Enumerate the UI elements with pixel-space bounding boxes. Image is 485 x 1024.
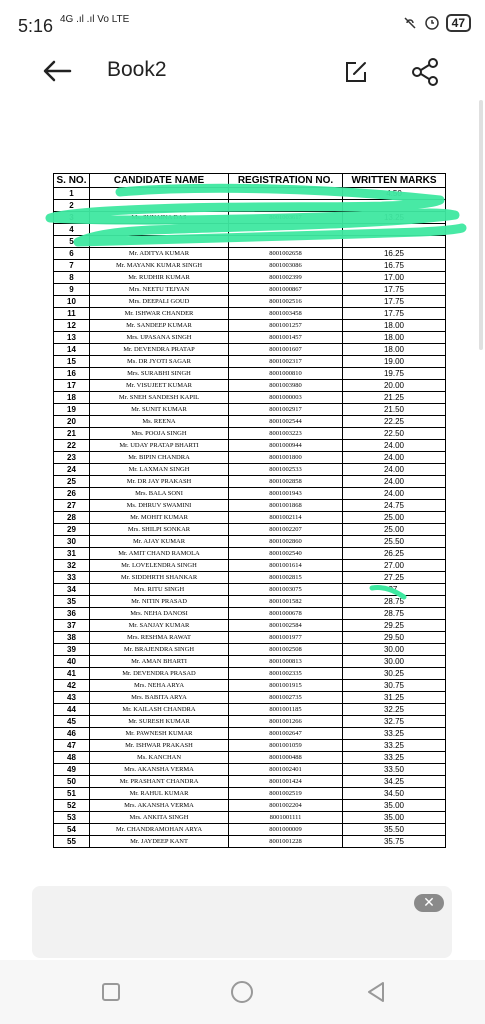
- document-title: Book2: [107, 58, 167, 81]
- cell-reg: 8001001800: [229, 452, 343, 464]
- cell-sno: 15: [54, 356, 90, 368]
- cell-marks: 25.00: [343, 524, 446, 536]
- cell-sno: 43: [54, 692, 90, 704]
- cell-reg: 8001002647: [229, 728, 343, 740]
- cell-marks: 35.00: [343, 812, 446, 824]
- cell-reg: 8001001111: [229, 812, 343, 824]
- cell-reg: 8001003458: [229, 308, 343, 320]
- cell-sno: 52: [54, 800, 90, 812]
- cell-sno: 3: [54, 212, 90, 224]
- cell-sno: 18: [54, 392, 90, 404]
- cell-marks: 33.50: [343, 764, 446, 776]
- cell-reg: 8001002533: [229, 464, 343, 476]
- cell-sno: 17: [54, 380, 90, 392]
- cell-sno: 2: [54, 200, 90, 212]
- cell-name: Ms. KANCHAN: [90, 752, 229, 764]
- cell-marks: 22.25: [343, 416, 446, 428]
- cell-marks: 21.50: [343, 404, 446, 416]
- cell-name: Mr. KAILASH CHANDRA: [90, 704, 229, 716]
- network-indicator: 4G .ıl .ıl Vo LTE: [60, 14, 130, 25]
- cell-marks: 29.50: [343, 632, 446, 644]
- cell-name: Mr. BIPIN CHANDRA: [90, 452, 229, 464]
- cell-name: Mr. VISUJEET KUMAR: [90, 380, 229, 392]
- cell-name: Mr. JAYDEEP KANT: [90, 836, 229, 848]
- cell-marks: 30.00: [343, 644, 446, 656]
- cell-reg: 8001002399: [229, 272, 343, 284]
- cell-sno: 39: [54, 644, 90, 656]
- cell-sno: 22: [54, 440, 90, 452]
- cell-sno: 31: [54, 548, 90, 560]
- cell-marks: 28.75: [343, 608, 446, 620]
- cell-sno: 6: [54, 248, 90, 260]
- cell-marks: 16.75: [343, 260, 446, 272]
- cell-marks: 25.50: [343, 536, 446, 548]
- cell-name: Ms. REENA: [90, 416, 229, 428]
- cell-name: Mr. LAXMAN SINGH: [90, 464, 229, 476]
- cell-reg: 8001000810: [229, 368, 343, 380]
- cell-reg: 8001002658: [229, 248, 343, 260]
- cell-sno: 29: [54, 524, 90, 536]
- cell-marks: 32.25: [343, 704, 446, 716]
- cell-sno: 36: [54, 608, 90, 620]
- cell-marks: 18.00: [343, 344, 446, 356]
- cell-marks: 27.25: [343, 572, 446, 584]
- cell-marks: 21.25: [343, 392, 446, 404]
- cell-sno: 21: [54, 428, 90, 440]
- cell-name: Mr. RAHUL KUMAR: [90, 788, 229, 800]
- cell-reg: 8001000488: [229, 752, 343, 764]
- cell-name: Mrs. ANKITA SINGH: [90, 812, 229, 824]
- cell-marks: 20.00: [343, 380, 446, 392]
- cell-marks: 35.00: [343, 800, 446, 812]
- cell-sno: 28: [54, 512, 90, 524]
- cell-sno: 16: [54, 368, 90, 380]
- cell-sno: 9: [54, 284, 90, 296]
- toast-banner: [32, 886, 452, 958]
- cell-sno: 14: [54, 344, 90, 356]
- cell-reg: 8001001266: [229, 716, 343, 728]
- cell-sno: 49: [54, 764, 90, 776]
- cell-name: Mr. ISHWAR CHANDER: [90, 308, 229, 320]
- cell-marks: 31.25: [343, 692, 446, 704]
- cell-name: Mr. AJAY KUMAR: [90, 536, 229, 548]
- cell-marks: 24.00: [343, 452, 446, 464]
- cell-name: Mrs. UPASANA SINGH: [90, 332, 229, 344]
- cell-name: Mr. PRASHANT CHANDRA: [90, 776, 229, 788]
- cell-reg: 8001003223: [229, 428, 343, 440]
- cell-reg: 8001002317: [229, 356, 343, 368]
- cell-marks: 34.50: [343, 788, 446, 800]
- cell-reg: 8001001228: [229, 836, 343, 848]
- cell-sno: 26: [54, 488, 90, 500]
- cell-name: Mr. DR JAY PRAKASH: [90, 476, 229, 488]
- cell-reg: 8001002815: [229, 572, 343, 584]
- cell-sno: 38: [54, 632, 90, 644]
- cell-marks: 22.50: [343, 428, 446, 440]
- cell-name: Mrs. NEHA ARYA: [90, 680, 229, 692]
- cell-sno: 48: [54, 752, 90, 764]
- cell-sno: 19: [54, 404, 90, 416]
- cell-sno: 44: [54, 704, 90, 716]
- cell-sno: 53: [54, 812, 90, 824]
- cell-marks: 17.75: [343, 284, 446, 296]
- cell-name: Ms. SUNAINA DAS: [90, 212, 229, 224]
- cell-sno: 41: [54, 668, 90, 680]
- recent-apps-button[interactable]: [91, 976, 131, 1008]
- cell-reg: 8001000944: [229, 440, 343, 452]
- cell-marks: 30.25: [343, 668, 446, 680]
- square-icon: [101, 982, 121, 1002]
- cell-sno: 32: [54, 560, 90, 572]
- cell-sno: 25: [54, 476, 90, 488]
- cell-reg: 8001002544: [229, 416, 343, 428]
- cell-marks: 24.75: [343, 500, 446, 512]
- cell-sno: 34: [54, 584, 90, 596]
- cell-sno: 40: [54, 656, 90, 668]
- cell-reg: 8001001915: [229, 680, 343, 692]
- cell-marks: 4.50: [343, 188, 446, 200]
- cell-name: Mrs. SURABHI SINGH: [90, 368, 229, 380]
- cell-sno: 13: [54, 332, 90, 344]
- cell-reg: 8001001607: [229, 344, 343, 356]
- cell-sno: 4: [54, 224, 90, 236]
- cell-marks: 16.25: [343, 248, 446, 260]
- cell-name: Mrs. NEHA DANOSI: [90, 608, 229, 620]
- cell-reg: 8001003075: [229, 584, 343, 596]
- cell-reg: 8001002584: [229, 620, 343, 632]
- cell-reg: 8001002335: [229, 668, 343, 680]
- cell-name: Mr. AMAN BHARTI: [90, 656, 229, 668]
- cell-reg: 8001000003: [229, 392, 343, 404]
- header-written-marks: WRITTEN MARKS: [343, 174, 446, 188]
- cell-name: Mr. MAYANK KUMAR SINGH: [90, 260, 229, 272]
- system-nav-bar: [0, 960, 485, 1024]
- cell-reg: 8001000813: [229, 656, 343, 668]
- header-candidate-name: CANDIDATE NAME: [90, 174, 229, 188]
- cell-reg: 8001001185: [229, 704, 343, 716]
- cell-marks: 19.75: [343, 368, 446, 380]
- cell-sno: 12: [54, 320, 90, 332]
- cell-reg: 8001002540: [229, 548, 343, 560]
- battery-indicator: 47: [446, 14, 471, 32]
- cell-marks: 24.00: [343, 464, 446, 476]
- cell-name: Mr. MOHIT KUMAR: [90, 512, 229, 524]
- cell-reg: 8001002860: [229, 536, 343, 548]
- cell-name: Mr. SIDDHRTH SHANKAR: [90, 572, 229, 584]
- cell-reg: 8001001868: [229, 500, 343, 512]
- cell-marks: 34.25: [343, 776, 446, 788]
- cell-reg: 8001001424: [229, 776, 343, 788]
- cell-reg: 8001003617: [229, 212, 343, 224]
- toast-close-button[interactable]: [414, 894, 444, 912]
- cell-sno: 20: [54, 416, 90, 428]
- cell-name: Mr. DEVENDRA PRASAD: [90, 668, 229, 680]
- cell-marks: 27.: [343, 584, 446, 596]
- cell-marks: 24.00: [343, 488, 446, 500]
- cell-reg: 8001002204: [229, 800, 343, 812]
- cell-sno: 10: [54, 296, 90, 308]
- cell-marks: 28.75: [343, 596, 446, 608]
- cell-reg: 8001002519: [229, 788, 343, 800]
- cell-name: Mrs. SHILPI SONKAR: [90, 524, 229, 536]
- close-icon: ✕: [423, 895, 435, 911]
- cell-reg: 8001002114: [229, 512, 343, 524]
- nav-back-button[interactable]: [356, 976, 396, 1008]
- cell-marks: 24.00: [343, 476, 446, 488]
- circle-icon: [230, 980, 254, 1004]
- cell-marks: 29.25: [343, 620, 446, 632]
- cell-name: Mr. LOVELENDRA SINGH: [90, 560, 229, 572]
- cell-name: Mrs. POOJA SINGH: [90, 428, 229, 440]
- cell-reg: 8001001977: [229, 632, 343, 644]
- cell-reg: 8001003980: [229, 380, 343, 392]
- header-sno: S. NO.: [54, 174, 90, 188]
- cell-name: Mrs. RESHMA RAWAT: [90, 632, 229, 644]
- cell-name: Ms. DHRUV SWAMINI: [90, 500, 229, 512]
- cell-sno: 54: [54, 824, 90, 836]
- cell-reg: 8001002917: [229, 404, 343, 416]
- cell-reg: 8001002735: [229, 692, 343, 704]
- cell-marks: 33.25: [343, 740, 446, 752]
- cell-marks: 24.00: [343, 440, 446, 452]
- status-time: 5:16: [18, 16, 54, 36]
- cell-name: Mr. SUNIT KUMAR: [90, 404, 229, 416]
- cell-reg: 8001002207: [229, 524, 343, 536]
- cell-name: Mrs. NEETU TEJYAN: [90, 284, 229, 296]
- cell-sno: 47: [54, 740, 90, 752]
- cell-marks: 17.00: [343, 272, 446, 284]
- cell-reg: 8001000867: [229, 284, 343, 296]
- cell-name: Mrs. BALA SONI: [90, 488, 229, 500]
- cell-reg: 8001002508: [229, 644, 343, 656]
- cell-marks: 13.25: [343, 212, 446, 224]
- cell-marks: 18.00: [343, 332, 446, 344]
- cell-reg: 8001000678: [229, 608, 343, 620]
- cell-name: Mr. AMIT CHAND RAMOLA: [90, 548, 229, 560]
- cell-sno: 42: [54, 680, 90, 692]
- cell-marks: 30.75: [343, 680, 446, 692]
- cell-name: Mr. SURESH KUMAR: [90, 716, 229, 728]
- cell-name: Ms. DR JYOTI SAGAR: [90, 356, 229, 368]
- cell-marks: 35.75: [343, 836, 446, 848]
- cell-name: Mr. SANJAY KUMAR: [90, 620, 229, 632]
- cell-name: Mr. SANDEEP KUMAR: [90, 320, 229, 332]
- cell-reg: 8001001059: [229, 740, 343, 752]
- cell-reg: 8001002401: [229, 764, 343, 776]
- cell-sno: 23: [54, 452, 90, 464]
- cell-marks: 18.00: [343, 320, 446, 332]
- cell-reg: 8001002858: [229, 476, 343, 488]
- cell-sno: 1: [54, 188, 90, 200]
- cell-name: Mrs. BABITA ARYA: [90, 692, 229, 704]
- cell-sno: 35: [54, 596, 90, 608]
- cell-sno: 24: [54, 464, 90, 476]
- cell-marks: 19.00: [343, 356, 446, 368]
- cell-reg: 8001002516: [229, 296, 343, 308]
- home-button[interactable]: [222, 976, 262, 1008]
- cell-reg: 8001001257: [229, 320, 343, 332]
- cell-sno: 30: [54, 536, 90, 548]
- cell-name: Mr. ISHWAR PRAKASH: [90, 740, 229, 752]
- cell-sno: 51: [54, 788, 90, 800]
- cell-sno: 37: [54, 620, 90, 632]
- triangle-back-icon: [365, 980, 387, 1004]
- cell-reg: 8001001457: [229, 332, 343, 344]
- cell-marks: 25.00: [343, 512, 446, 524]
- cell-marks: 17.75: [343, 308, 446, 320]
- cell-sno: 50: [54, 776, 90, 788]
- cell-name: Mr. ADITYA KUMAR: [90, 248, 229, 260]
- cell-marks: 35.50: [343, 824, 446, 836]
- cell-sno: 5: [54, 236, 90, 248]
- cell-name: Mrs. AKANSHA VERMA: [90, 764, 229, 776]
- cell-sno: 33: [54, 572, 90, 584]
- cell-name: Mr. UDAY PRATAP BHARTI: [90, 440, 229, 452]
- cell-sno: 11: [54, 308, 90, 320]
- cell-sno: 7: [54, 260, 90, 272]
- cell-name: Mr. NITIN PRASAD: [90, 596, 229, 608]
- cell-reg: 8001003086: [229, 260, 343, 272]
- header-registration-no: REGISTRATION NO.: [229, 174, 343, 188]
- cell-name: Mrs. RITU SINGH: [90, 584, 229, 596]
- cell-sno: 8: [54, 272, 90, 284]
- cell-name: Mr. DEVENDRA PRATAP: [90, 344, 229, 356]
- cell-name: Mrs. AKANSHA VERMA: [90, 800, 229, 812]
- cell-name: Mr. BRAJENDRA SINGH: [90, 644, 229, 656]
- cell-name: Mr. RUDHIR KUMAR: [90, 272, 229, 284]
- cell-name: Mr. CHANDRAMOHAN ARYA: [90, 824, 229, 836]
- cell-sno: 46: [54, 728, 90, 740]
- cell-marks: 33.25: [343, 752, 446, 764]
- cell-marks: 17.75: [343, 296, 446, 308]
- cell-marks: 30.00: [343, 656, 446, 668]
- cell-sno: 45: [54, 716, 90, 728]
- cell-sno: 55: [54, 836, 90, 848]
- cell-marks: 33.25: [343, 728, 446, 740]
- cell-marks: 26.25: [343, 548, 446, 560]
- cell-marks: 27.00: [343, 560, 446, 572]
- cell-name: Mr. PAWNESH KUMAR: [90, 728, 229, 740]
- cell-sno: 27: [54, 500, 90, 512]
- cell-name: Mr. SNEH SANDESH KAPIL: [90, 392, 229, 404]
- cell-name: Mrs. DEEPALI GOUD: [90, 296, 229, 308]
- cell-reg: 8001001943: [229, 488, 343, 500]
- cell-marks: 32.75: [343, 716, 446, 728]
- cell-reg: 8001001614: [229, 560, 343, 572]
- cell-reg: 8001000009: [229, 824, 343, 836]
- cell-reg: 8001001582: [229, 596, 343, 608]
